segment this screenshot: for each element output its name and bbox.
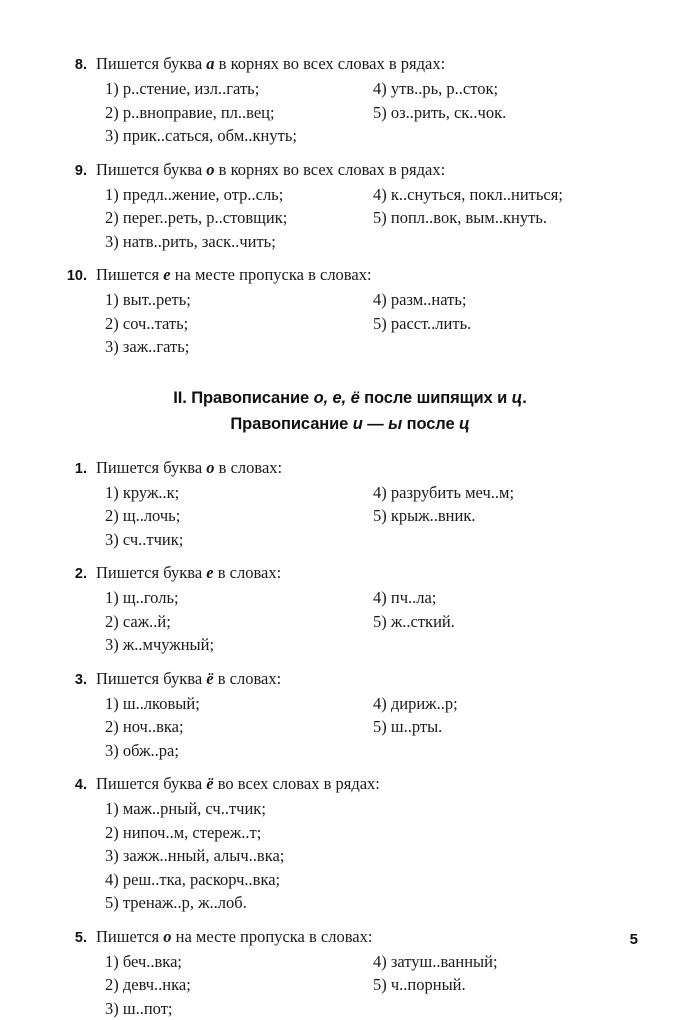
- exercise-prompt-row: [62, 772, 638, 797]
- prompt-text-after: в корнях во всех словах в рядах:: [215, 54, 446, 73]
- exercise-prompt-row: [62, 158, 638, 183]
- exercise-options: [105, 77, 638, 148]
- exercise-option[interactable]: 1) предл..жение, отр..сль;: [105, 183, 373, 207]
- prompt-text-before: Пишется буква: [96, 774, 206, 793]
- exercise-prompt: [96, 772, 380, 795]
- exercise-option[interactable]: 4) затуш..ванный;: [373, 950, 613, 974]
- heading-line1-letter-ts: ц: [512, 389, 523, 407]
- prompt-text-before: Пишется буква: [96, 458, 206, 477]
- options-column-right: [373, 481, 613, 528]
- exercise-option[interactable]: 5) расст..лить.: [373, 312, 613, 336]
- heading-line2-letter-ts: ц: [459, 415, 470, 433]
- exercise-number: 8.: [62, 54, 96, 77]
- heading-line1-pre: II. Правописание: [173, 389, 313, 407]
- options-column-right: [373, 183, 613, 230]
- options-column-left: [105, 183, 373, 254]
- exercise-option[interactable]: 4) реш..тка, раскорч..вка;: [105, 868, 373, 892]
- prompt-text-before: Пишется буква: [96, 669, 206, 688]
- exercise-option[interactable]: 1) выт..реть;: [105, 288, 373, 312]
- exercise-prompt: [96, 667, 281, 690]
- exercise-option[interactable]: 1) круж..к;: [105, 481, 373, 505]
- exercise-item: [62, 925, 638, 1020]
- exercise-option[interactable]: 1) маж..рный, сч..тчик;: [105, 797, 373, 821]
- prompt-target-letter: е: [206, 563, 213, 582]
- prompt-target-letter: ё: [206, 774, 213, 793]
- exercise-option[interactable]: 3) ж..мчужный;: [105, 633, 373, 657]
- exercise-number: 10.: [62, 265, 96, 288]
- prompt-text-before: Пишется: [96, 265, 163, 284]
- exercise-option[interactable]: 2) соч..тать;: [105, 312, 373, 336]
- section-heading-line-2: [62, 411, 638, 437]
- exercise-number: 3.: [62, 669, 96, 692]
- options-column-left: [105, 77, 373, 148]
- prompt-text-before: Пишется: [96, 927, 163, 946]
- exercise-option[interactable]: 5) тренаж..р, ж..лоб.: [105, 891, 373, 915]
- exercise-options: [105, 288, 638, 359]
- exercise-option[interactable]: 2) щ..лочь;: [105, 504, 373, 528]
- options-column-left: [105, 288, 373, 359]
- exercise-option[interactable]: 1) беч..вка;: [105, 950, 373, 974]
- exercise-option[interactable]: 2) девч..нка;: [105, 973, 373, 997]
- exercise-option[interactable]: 5) ж..сткий.: [373, 610, 613, 634]
- exercise-prompt: [96, 263, 372, 286]
- exercise-item: [62, 263, 638, 359]
- options-column-right: [373, 77, 613, 124]
- exercise-option[interactable]: 1) р..стение, изл..гать;: [105, 77, 373, 101]
- options-column-left: [105, 586, 373, 657]
- exercise-number: 2.: [62, 563, 96, 586]
- prompt-text-before: Пишется буква: [96, 160, 206, 179]
- exercise-item: [62, 772, 638, 915]
- exercise-prompt: [96, 158, 445, 181]
- prompt-target-letter: а: [206, 54, 214, 73]
- exercise-option[interactable]: 1) щ..голь;: [105, 586, 373, 610]
- options-column-right: [373, 950, 613, 997]
- prompt-target-letter: о: [206, 458, 214, 477]
- exercise-prompt: [96, 52, 445, 75]
- exercise-option[interactable]: 3) заж..гать;: [105, 335, 373, 359]
- heading-line1-letters: о, е, ё: [314, 389, 360, 407]
- exercise-option[interactable]: 2) ноч..вка;: [105, 715, 373, 739]
- exercise-item: [62, 52, 638, 148]
- exercise-option[interactable]: 4) разрубить меч..м;: [373, 481, 613, 505]
- exercise-options: [105, 692, 638, 763]
- exercise-option[interactable]: 4) разм..нать;: [373, 288, 613, 312]
- prompt-text-after: в словах:: [214, 669, 282, 688]
- exercise-prompt-row: [62, 263, 638, 288]
- exercise-number: 4.: [62, 774, 96, 797]
- options-column-left: [105, 797, 373, 915]
- exercise-number: 1.: [62, 458, 96, 481]
- exercises-section-two: [62, 456, 638, 1020]
- exercise-option[interactable]: 2) нипоч..м, стереж..т;: [105, 821, 373, 845]
- exercise-option[interactable]: 5) попл..вок, вым..кнуть.: [373, 206, 613, 230]
- page-number: 5: [630, 931, 638, 948]
- options-column-right: [373, 692, 613, 739]
- exercise-option[interactable]: 4) дириж..р;: [373, 692, 613, 716]
- prompt-text-before: Пишется буква: [96, 563, 206, 582]
- exercise-item: [62, 667, 638, 763]
- exercise-prompt: [96, 925, 372, 948]
- exercise-option[interactable]: 4) утв..рь, р..сток;: [373, 77, 613, 101]
- exercise-options: [105, 586, 638, 657]
- prompt-text-after: во всех словах в рядах:: [214, 774, 380, 793]
- heading-line1-mid: после шипящих и: [360, 389, 512, 407]
- prompt-text-after: в словах:: [215, 458, 283, 477]
- exercise-option[interactable]: 2) саж..й;: [105, 610, 373, 634]
- options-column-left: [105, 481, 373, 552]
- exercise-option[interactable]: 1) ш..лковый;: [105, 692, 373, 716]
- exercise-options: [105, 481, 638, 552]
- exercise-option[interactable]: 3) прик..саться, обм..кнуть;: [105, 124, 373, 148]
- prompt-text-after: в словах:: [214, 563, 282, 582]
- exercise-prompt: [96, 561, 281, 584]
- options-column-right: [373, 586, 613, 633]
- exercise-option[interactable]: 3) ш..пот;: [105, 997, 373, 1020]
- prompt-target-letter: о: [163, 927, 171, 946]
- exercise-option[interactable]: 5) оз..рить, ск..чок.: [373, 101, 613, 125]
- exercise-option[interactable]: 3) сч..тчик;: [105, 528, 373, 552]
- heading-line2-letter-y: ы: [388, 415, 402, 433]
- exercise-option[interactable]: 5) крыж..вник.: [373, 504, 613, 528]
- exercise-prompt-row: [62, 925, 638, 950]
- prompt-text-after: на месте пропуска в словах:: [171, 927, 372, 946]
- exercise-option[interactable]: 2) р..вноправие, пл..вец;: [105, 101, 373, 125]
- prompt-text-before: Пишется буква: [96, 54, 206, 73]
- exercise-option[interactable]: 5) ш..рты.: [373, 715, 613, 739]
- exercise-option[interactable]: 5) ч..порный.: [373, 973, 613, 997]
- prompt-target-letter: о: [206, 160, 214, 179]
- exercise-item: [62, 561, 638, 657]
- options-column-right: [373, 288, 613, 335]
- heading-line2-dash: —: [363, 415, 388, 433]
- exercise-option[interactable]: 4) пч..ла;: [373, 586, 613, 610]
- exercise-option[interactable]: 3) натв..рить, заск..чить;: [105, 230, 373, 254]
- exercise-options: [105, 950, 638, 1020]
- exercises-section-one: [62, 52, 638, 359]
- exercise-options: [105, 183, 638, 254]
- exercise-item: [62, 158, 638, 254]
- exercise-option[interactable]: 3) обж..ра;: [105, 739, 373, 763]
- prompt-target-letter: е: [163, 265, 170, 284]
- options-column-left: [105, 692, 373, 763]
- heading-line2-post: после: [402, 415, 459, 433]
- heading-line2-pre: Правописание: [230, 415, 352, 433]
- section-heading-line-1: [62, 385, 638, 411]
- exercise-prompt-row: [62, 52, 638, 77]
- exercise-number: 9.: [62, 160, 96, 183]
- exercise-prompt: [96, 456, 282, 479]
- options-column-left: [105, 950, 373, 1020]
- heading-line2-letter-i: и: [353, 415, 363, 433]
- exercise-option[interactable]: 2) перег..реть, р..стовщик;: [105, 206, 373, 230]
- section-heading: [62, 385, 638, 437]
- exercise-item: [62, 456, 638, 552]
- prompt-text-after: в корнях во всех словах в рядах:: [215, 160, 446, 179]
- prompt-target-letter: ё: [206, 669, 213, 688]
- exercise-prompt-row: [62, 456, 638, 481]
- exercise-option[interactable]: 4) к..снуться, покл..ниться;: [373, 183, 613, 207]
- exercise-options: [105, 797, 638, 915]
- exercise-option[interactable]: 3) зажж..нный, алыч..вка;: [105, 844, 373, 868]
- heading-line1-post: .: [522, 389, 526, 407]
- exercise-prompt-row: [62, 667, 638, 692]
- exercise-number: 5.: [62, 927, 96, 950]
- exercise-prompt-row: [62, 561, 638, 586]
- prompt-text-after: на месте пропуска в словах:: [171, 265, 372, 284]
